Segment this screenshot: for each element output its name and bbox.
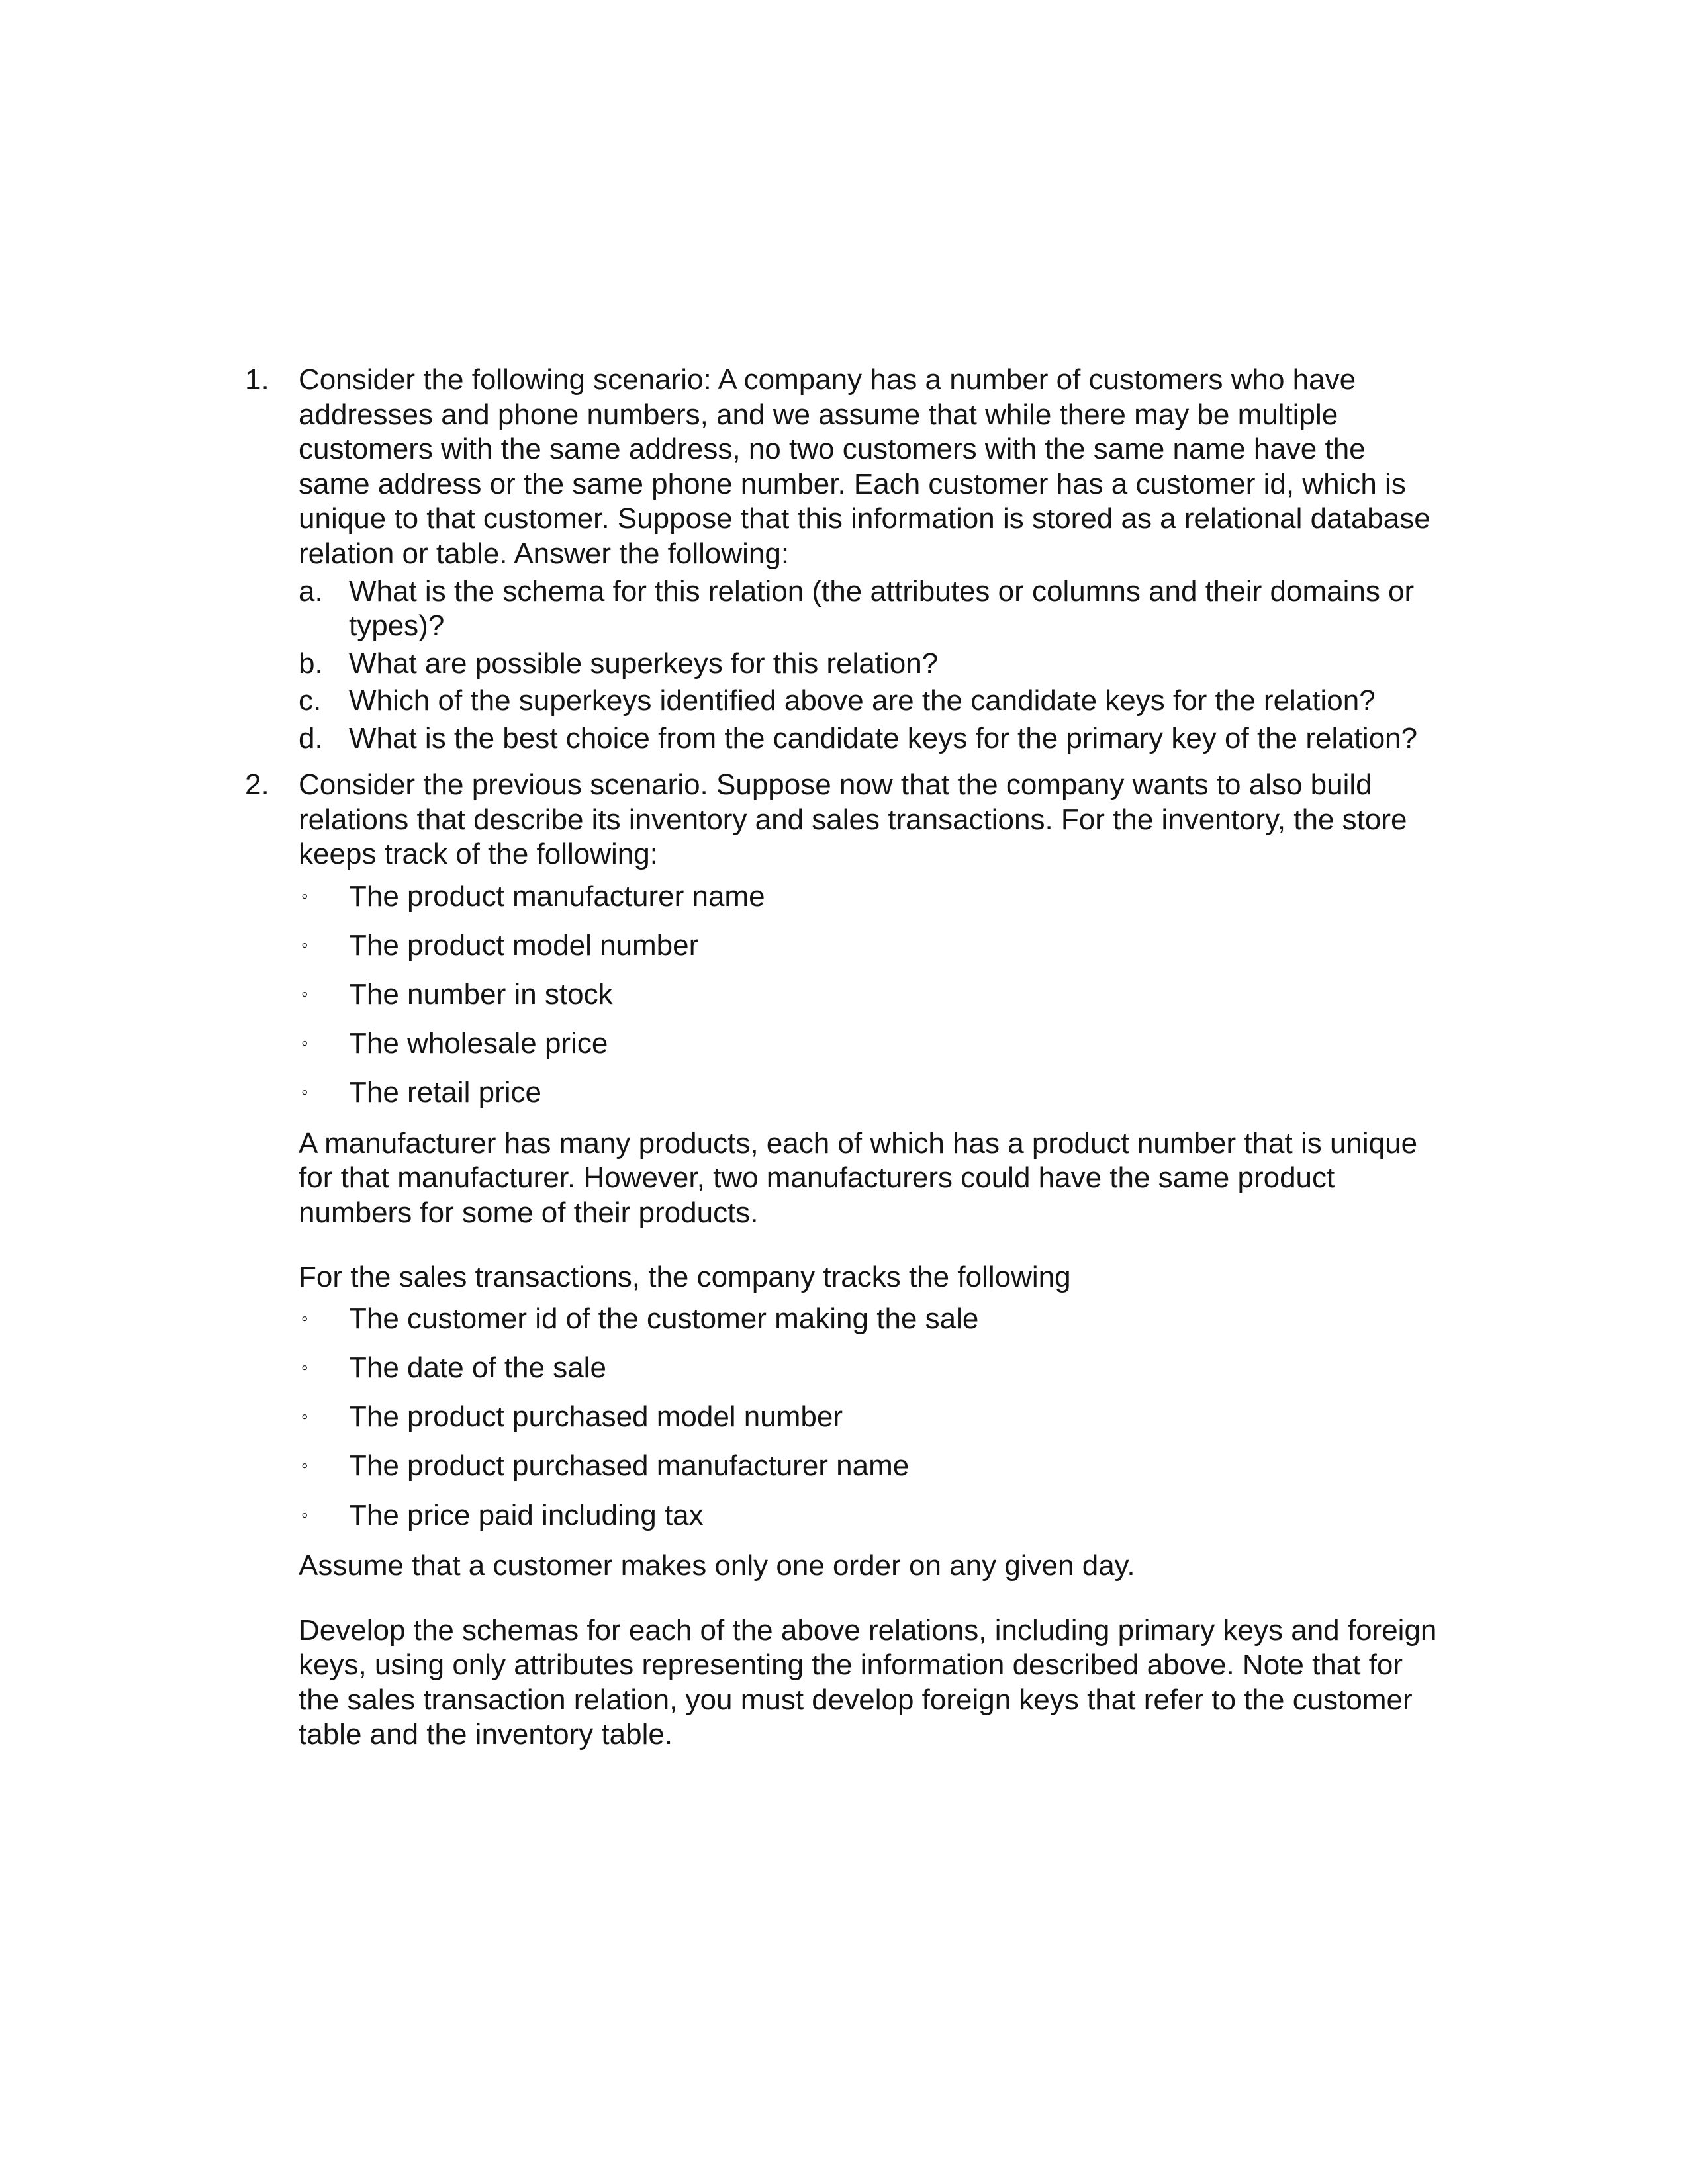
text-line: For the sales transactions, the company tracks the following	[299, 1260, 1071, 1293]
text-line: A manufacturer has many products, each of which has a product number that is unique	[299, 1126, 1418, 1160]
bullet-icon: ◦	[301, 885, 308, 907]
list-item-text: The wholesale price	[349, 1027, 608, 1060]
text-line: table and the inventory table.	[299, 1718, 673, 1751]
list-item	[299, 1351, 1503, 1386]
list-item-text: The product purchased manufacturer name	[349, 1449, 910, 1482]
subquestion-letter: a.	[299, 574, 323, 608]
question-1	[245, 363, 1503, 756]
list-item	[299, 1449, 1503, 1484]
list-item-text: The date of the sale	[349, 1351, 606, 1385]
list-item-text: The product purchased model number	[349, 1400, 843, 1433]
text-line: types)?	[349, 610, 445, 643]
text-line: addresses and phone numbers, and we assume that while there may be multiple	[299, 398, 1338, 431]
bullet-icon: ◦	[301, 1081, 308, 1104]
inventory-list	[299, 880, 1503, 1111]
subquestion-letter: c.	[299, 684, 322, 717]
text-line: for that manufacturer. However, two manufacturers could have the same product	[299, 1161, 1335, 1195]
subquestion-c	[299, 684, 1503, 719]
text-line: keeps track of the following:	[299, 838, 658, 871]
manufacturer-paragraph	[299, 1126, 1503, 1231]
text-line: What are possible superkeys for this relation?	[349, 647, 939, 680]
question-number: 1.	[245, 363, 269, 396]
bullet-icon: ◦	[301, 1357, 308, 1379]
list-item	[299, 1498, 1503, 1533]
list-item	[299, 978, 1503, 1013]
question-intro	[299, 768, 1503, 872]
text-line: What is the best choice from the candidate keys for the primary key of the relation?	[349, 721, 1418, 754]
list-item	[299, 880, 1503, 915]
list-item-text: The retail price	[349, 1076, 542, 1109]
list-item	[299, 1075, 1503, 1111]
bullet-icon: ◦	[301, 934, 308, 956]
list-item-text: The product manufacturer name	[349, 880, 765, 913]
subquestion-d	[299, 721, 1503, 756]
sales-intro	[299, 1260, 1503, 1295]
subquestion-b	[299, 647, 1503, 682]
text-line: unique to that customer. Suppose that this information is stored as a relational database	[299, 502, 1430, 535]
question-intro	[299, 363, 1503, 572]
bullet-icon: ◦	[301, 1406, 308, 1428]
task-paragraph	[299, 1614, 1503, 1752]
text-line: same address or the same phone number. Each customer has a customer id, which is	[299, 467, 1406, 500]
text-line: Consider the previous scenario. Suppose now that the company wants to also build	[299, 768, 1372, 801]
text-line: keys, using only attributes representing the information described above. Note that for	[299, 1649, 1403, 1682]
subquestion-letter: d.	[299, 721, 323, 754]
subquestion-letter: b.	[299, 647, 323, 680]
bullet-icon: ◦	[301, 1308, 308, 1330]
bullet-icon: ◦	[301, 1032, 308, 1055]
list-item-text: The customer id of the customer making the sale	[349, 1302, 979, 1336]
bullet-icon: ◦	[301, 1455, 308, 1477]
subquestion-a	[299, 574, 1503, 644]
list-item-text: The product model number	[349, 929, 699, 962]
list-item-text: The price paid including tax	[349, 1498, 704, 1531]
text-line: Consider the following scenario: A company has a number of customers who have	[299, 363, 1356, 396]
list-item	[299, 1400, 1503, 1435]
text-line: Which of the superkeys identified above are the candidate keys for the relation?	[349, 684, 1376, 717]
text-line: relations that describe its inventory and sales transactions. For the inventory, the store	[299, 803, 1407, 836]
bullet-icon: ◦	[301, 1504, 308, 1526]
text-line: the sales transaction relation, you must develop foreign keys that refer to the customer	[299, 1683, 1413, 1716]
list-item	[299, 1026, 1503, 1062]
text-line: What is the schema for this relation (the attributes or columns and their domains or	[349, 574, 1415, 608]
list-item	[299, 929, 1503, 964]
question-number: 2.	[245, 768, 269, 801]
text-line: Develop the schemas for each of the above relations, including primary keys and foreign	[299, 1614, 1437, 1647]
text-line: relation or table. Answer the following:	[299, 537, 790, 570]
text-line: Assume that a customer makes only one order on any given day.	[299, 1549, 1135, 1582]
list-item-text: The number in stock	[349, 978, 613, 1011]
question-2	[245, 768, 1503, 1752]
text-line: customers with the same address, no two customers with the same name have the	[299, 433, 1366, 466]
assumption-paragraph	[299, 1549, 1503, 1584]
sales-list	[299, 1302, 1503, 1533]
list-item	[299, 1302, 1503, 1337]
bullet-icon: ◦	[301, 983, 308, 1005]
text-line: numbers for some of their products.	[299, 1196, 759, 1229]
